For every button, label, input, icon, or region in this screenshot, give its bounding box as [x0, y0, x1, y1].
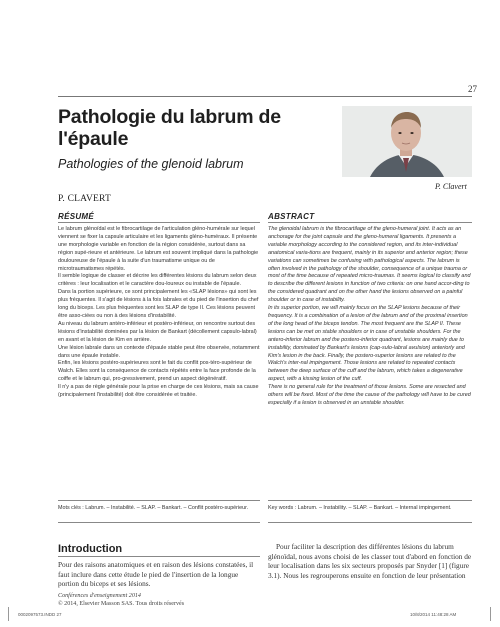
introduction-heading: Introduction: [58, 543, 123, 555]
resume-paragraph: Enfin, les lésions postéro-supérieures sont le fait du conflit pos-téro-supérieur de Walch. Elles sont la conséquence de contacts répétés entre la face profonde de la coiffe et le labrum qui, pro-gressivement, prend un aspect dégénératif.: [58, 360, 256, 383]
abstract-paragraph: The glenoidal labrum is the fibrocartilage of the gleno-humeral joint. It acts as an anchorage for the joint capsule and the gleno-humeral ligaments. It presents a variable morphology according to the considered region, and its inter-individual anatomical varia-tions are frequent, mainly in its superior and anterior region; these variations can sometimes be confusing with pathological aspects. The labrum is often involved in the pathology of the shoulder, consequence of a unique trauma or most of the time because of repeated micro-traumas. It seems logical to classify and to describe the different lesions in function of two criteria: on one hand accor-ding to the considered quadrant and on the other hand the lesions observed on a painful shoulder or in case of instability.: [268, 226, 471, 304]
crop-mark-right: [490, 607, 491, 621]
journal-name: Conférences d'enseignement 2014: [58, 593, 141, 599]
page-number: 27: [468, 84, 477, 94]
crop-mark-left: [8, 607, 9, 621]
abstract-keywords: [268, 505, 472, 513]
resume-paragraph: Le labrum glénoïdal est le fibrocartilage de l'articulation gléno-humérale sur lequel viennent se fixer la capsule articulaire et les ligaments gléno-huméraux. Il présente une morphologie variable en fonction de la région considérée, surtout dans sa région supé-rieure et antérieure. Le labrum est souvent impliqué dans la pathologie douloureuse de l'épaule à la suite d'un traumatisme unique ou de microtraumatismes répétés.: [58, 226, 259, 272]
keywords-rule-right: [268, 500, 472, 501]
abstract-rule: [268, 222, 472, 223]
keywords-label: Key words: [268, 505, 294, 511]
keywords-rule-left: [58, 500, 260, 501]
article-subtitle: Pathologies of the glenoid labrum: [58, 157, 244, 171]
footer-slug-right: 10/8/2014 11:48:28 AM: [410, 612, 457, 617]
keywords-list: : Labrum. – Instabilité. – SLAP. – Bankart. – Conflit postéro-supérieur.: [82, 505, 249, 511]
citation: [58, 592, 278, 609]
keywords-bottom-rule-right: [268, 522, 472, 523]
author-name: P. CLAVERT: [58, 194, 111, 204]
abstract-text: [268, 226, 472, 408]
resume-keywords: [58, 505, 260, 513]
copyright-line: © 2014, Elsevier Masson SAS. Tous droits réservés: [58, 601, 185, 608]
keywords-list: : Labrum. – Instability. – SLAP. – Bankart. – Internal impingement.: [294, 505, 452, 511]
footer-slug-left: 0002097573.INDD 27: [18, 612, 62, 617]
resume-paragraph: Au niveau du labrum antéro-inférieur et postéro-inférieur, on rencontre surtout des lésions d'instabilité dominées par la lésion de Bankart (décollement capsulo-labral) en avant et la lésion de Kim en arrière.: [58, 320, 257, 343]
introduction-rule: [58, 556, 260, 557]
resume-paragraph: Il semble logique de classer et décrire les différentes lésions du labrum selon deux critères : leur localisation et le caractère dou-loureux ou instable de l'épaule.: [58, 273, 257, 288]
article-title: Pathologie du labrum de l'épaule: [58, 106, 281, 150]
resume-text: [58, 226, 260, 400]
abstract-paragraph: In its superior portion, we will mainly focus on the SLAP lesions because of their frequency. It is a combination of a lesion of the labrum and of the proximal insertion of the long head of the biceps tendon. The most frequent are the SLAP II. These lesions can be met on stable shoulders or in case of unstable shoulders. For the antero-inferior labrum and the postero-inferior quadrant, lesions are mainly due to instability, dominated by Bankart's lesions (cap-sulo-labral avulsion) anteriorly and Kim's lesion in the back. Finally, the postero-superior lesions are related to the Walch's inter-nal impingement. Those lesions are related to repeated contacts between the deep surface of the cuff and the labrum, which takes a degenerative aspect, with a kissing lesion of the cuff.: [268, 305, 468, 383]
keywords-bottom-rule-left: [58, 522, 260, 523]
introduction-right-text: Pour faciliter la description des différentes lésions du labrum glénoïdal, nous avons choisi de les classer tout d'abord en fonction de leur localisation dans les six secteurs proposés par Snyder [1] (figure 3.1). Nous les regrouperons ensuite en fonction de leur présentation: [268, 542, 472, 580]
keywords-label: Mots clés: [58, 505, 81, 511]
abstract-paragraph: There is no general rule for the treatment of those lesions. Some are resected and others will be fixed. Most of the time the cause of the pathology will have to be cured especially if a lesion is observed in an unstable shoulder.: [268, 384, 471, 406]
resume-heading: RÉSUMÉ: [58, 212, 95, 221]
resume-rule: [58, 222, 260, 223]
resume-paragraph: Il n'y a pas de règle générale pour la prise en charge de ces lésions, mais sa cause (principalement l'instabilité) doit être considérée et traitée.: [58, 384, 259, 399]
header-rule: [58, 96, 472, 97]
resume-paragraph: Une lésion labrale dans un contexte d'épaule stable peut être observée, notamment dans une épaule instable.: [58, 344, 260, 359]
photo-caption: P. Clavert: [435, 182, 467, 191]
resume-paragraph: Dans la portion supérieure, ce sont principalement les «SLAP lésions» qui sont les plus fréquentes. Il s'agit de lésions à la fois labrales et du pied de l'insertion du chef long du biceps. Les plus fréquentes sont les SLAP de type II. Ces lésions peuvent être asso-ciées ou non à des lésions d'instabilité.: [58, 289, 259, 319]
author-photo: [342, 106, 472, 177]
abstract-heading: ABSTRACT: [268, 212, 315, 221]
introduction-left-text: Pour des raisons anatomiques et en raison des lésions constatées, il faut inclure dans cette étude le pied de l'insertion de la longue portion du biceps et ses lésions.: [58, 560, 254, 589]
author-portrait-image: [342, 106, 472, 177]
